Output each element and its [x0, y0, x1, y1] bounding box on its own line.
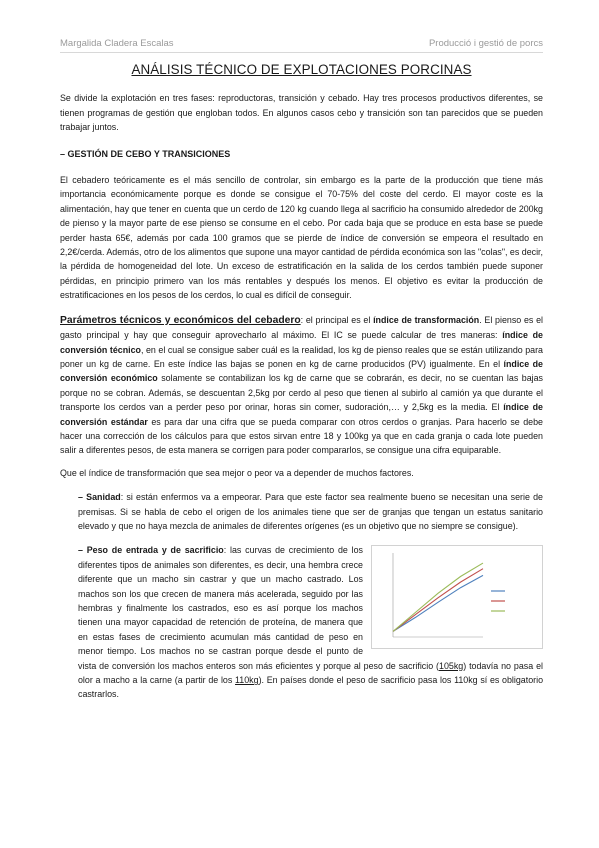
- header-author: Margalida Cladera Escalas: [60, 38, 174, 49]
- section-heading-cebo: – GESTIÓN DE CEBO Y TRANSICIONES: [60, 148, 231, 159]
- params-paragraph: [60, 313, 543, 458]
- sanidad-label: – Sanidad: [78, 492, 121, 503]
- peso-text-3: ). En países donde el peso de sacrificio pasa los 110kg sí es obligatorio castrarlos.: [78, 675, 544, 700]
- header-course: Producció i gestió de porcs: [428, 38, 543, 49]
- peso-text-2: ) todavía no pasa el olor a macho a la carne (a partir de los: [78, 660, 543, 686]
- page-title: ANÁLISIS TÉCNICO DE EXPLOTACIONES PORCINAS: [131, 62, 472, 77]
- params-text-5: es para dar una cifra que se pueda comparar con otros cerdos o granjas. Para hacerlo se debe hacer una corrección de los cálculos para que estos sirvan entre 18 y 100kg ya que en cada granja o cada lote pueden salir a diferentes pesos, de esta manera se corrigen para poder compararlos, se consigue una cifra equiparable.: [60, 416, 543, 456]
- peso-underline-105: 105kg: [439, 660, 464, 671]
- peso-label: – Peso de entrada y de sacrificio: [78, 545, 224, 556]
- params-bold-4: índice de conversión estándar: [60, 402, 543, 427]
- peso-text-1: : las curvas de crecimiento de los diferentes tipos de animales son diferentes, es decir, una hembra crece diferente que un macho sin castrar y que un macho castrado. Los machos son los que crecen de manera más acelerada, seguido por las hembras y finalmente los castrados, eso es así porque los machos tienen una mayor capacidad de retención de proteína, de manera que en estas fases de crecimiento acumulan más cantidad de peso en menor tiempo. Los machos no se castran porque desde el punto de vista de conversión los machos enteros son más eficientes y porque al peso de sacrificio (: [78, 545, 440, 671]
- chart-frame: [372, 546, 543, 649]
- params-text-4: solamente se contabilizan los kg de carne que se cobrarán, es decir, no se cuentan las bajas porque no se cobran. Además, se descuentan 2,5kg por cerdo al peso que tienen al subirlo al camión ya que durante el transporte los cerdos van a perder peso por orinar, horas sin comer, sudoración,… y 2,5kg es la media. El: [60, 373, 543, 413]
- params-bold-1: índice de transformación: [373, 314, 480, 325]
- params-text-1: : el principal es el: [300, 314, 374, 325]
- params-text-2: . El pienso es el gasto principal y hay que conseguir aprovecharlo al máximo. El IC se puede calcular de tres maneras:: [60, 314, 543, 341]
- header-divider: [60, 52, 543, 53]
- intro-paragraph: Se divide la explotación en tres fases: reproductoras, transición y cebado. Hay tres procesos productivos diferentes, se tienen programas de gestión que engloban todos. En algunos casos cebo y transición son tan parecidos que se pueden trabajar juntos.: [60, 93, 543, 133]
- document-body: [60, 58, 543, 710]
- params-bold-2: índice de conversión técnico: [60, 330, 543, 355]
- peso-paragraph: [60, 543, 543, 701]
- params-heading: Parámetros técnicos y económicos del cebadero: [60, 314, 301, 326]
- params-text-3: , en el cual se consigue saber cuál es la realidad, los kg de pienso reales que se están utilizando para poner un kg de carne. En este índice las bajas se ponen en kg de carne producidos (PV) igualmente. En el: [60, 344, 543, 369]
- sanidad-text: : si están enfermos va a empeorar. Para que este factor sea realmente bueno se necesitan una serie de premisas. Si se habla de cebo el origen de los animales tiene que ser de granjas que tengan un estatus sanitario elevado y que no haya mezcla de animales de diferentes orígenes (es un objetivo que no siempre se consigue).: [78, 492, 543, 531]
- growth-curve-chart: [371, 545, 543, 649]
- factors-intro: Que el índice de transformación que sea mejor o peor va a depender de muchos factores.: [60, 467, 414, 478]
- cebo-paragraph: El cebadero teóricamente es el más sencillo de controlar, sin embargo es la parte de la producción que tiene más importancia económicamente porque es donde se consigue el 70-75% del coste del cerdo. El mayor coste es la alimentación, hay que tener en cuenta que un cerdo de 120 kg cuando llega al sacrificio ha consumido alrededor de 200kg de pienso y la mayor parte de ese pienso se consume en el cebo. Por cada baja que se produce en esta base se puede perder hasta 65€, además por cada 100 gramos que se pierde de índice de conversión se empeora el resultado en 2,2€/cerda. Además, otro de los alimentos que supone una mayor cantidad de pérdida económica son las "colas", es decir, la pérdida de homogeneidad del lote. Un exceso de estratificación en la salida de los cerdos también puede suponer pérdidas, en principio primero van los más rentables y después los menos. El objetivo es evitar la producción de estratificaciones en los pesos de los cerdos, lo cual es difícil de conseguir.: [60, 175, 543, 301]
- params-bold-3: índice de conversión económico: [60, 358, 543, 384]
- peso-underline-110: 110kg: [235, 675, 259, 686]
- sanidad-paragraph: [60, 490, 543, 533]
